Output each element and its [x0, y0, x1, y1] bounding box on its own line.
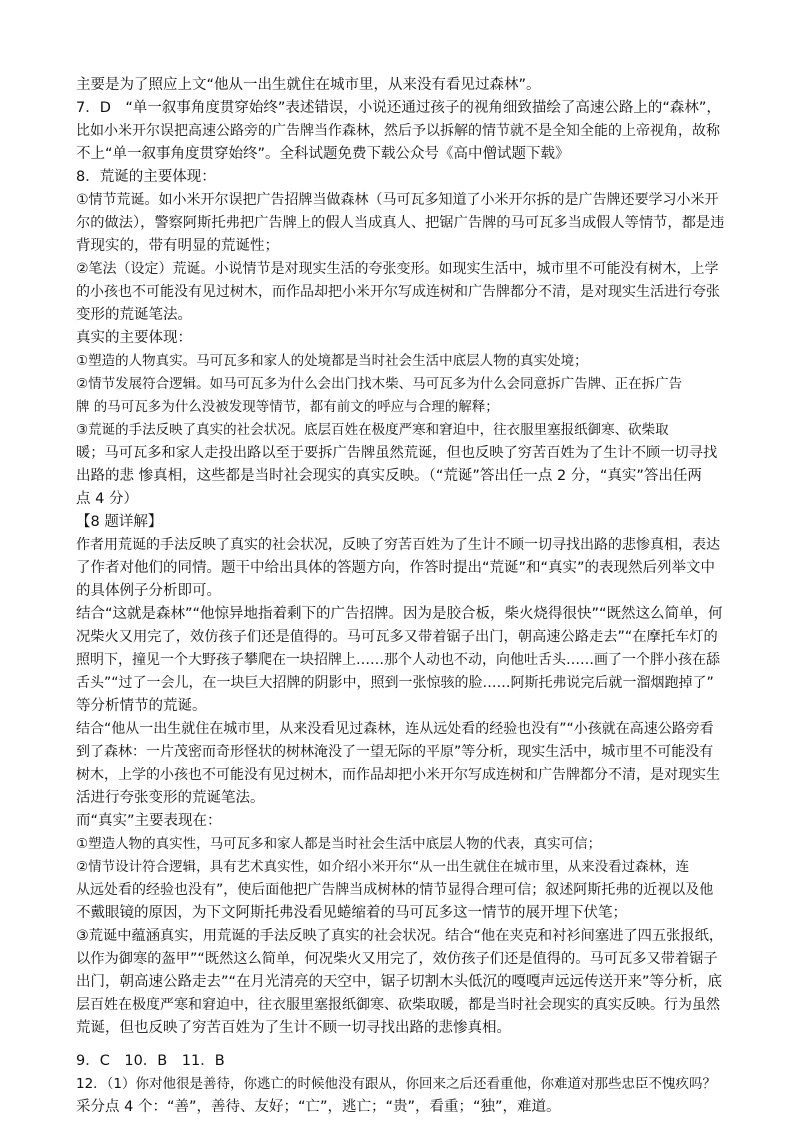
text-line: 况柴火又用完了，效仿孩子们还是值得的。马可瓦多又带着锯子出门，朝高速公路走去”“在摩托车灯的: [76, 629, 718, 645]
text-line: ③荒诞的手法反映了真实的社会状况。底层百姓在极度严寒和窘迫中，往衣服里塞报纸御寒、砍柴取: [76, 422, 669, 438]
answer-line: 采分点 4 个：“善”，善待、友好；“亡”，逃亡；“贵”，看重；“独”，难道。: [76, 1099, 561, 1115]
text-line: 的具体例子分析即可。: [76, 583, 221, 599]
text-line: ①情节荒诞。如小米开尔误把广告招牌当做森林（马可瓦多知道了小米开尔拆的是广告牌还要学习小米开: [76, 192, 719, 208]
text-line: 结合“这就是森林”“他惊异地指着剩下的广告招牌。因为是胶合板，柴火烧得很快”“既然这么简单，何: [76, 606, 723, 622]
text-line: 比如小米开尔误把高速公路旁的广告牌当作森林，然后予以拆解的情节就不是全知全能的上帝视角，故称: [76, 123, 720, 139]
text-line: 舌头”“过了一会儿，在一块巨大招牌的阴影中，照到一张惊骇的脸……阿斯托弗说完后就一溜烟跑掉了”: [76, 675, 714, 691]
text-line: 真实的主要体现：: [76, 330, 192, 346]
text-line: ②情节发展符合逻辑。如马可瓦多为什么会出门找木柴、马可瓦多为什么会同意拆广告牌、正在拆广告: [76, 376, 683, 392]
text-line: ②笔法（设定）荒诞。小说情节是对现实生活的夸张变形。如现实生活中，城市里不可能没有树木，上学: [76, 261, 719, 277]
text-line: 牌 的马可瓦多为什么没被发现等情节，都有前文的呼应与合理的解释；: [76, 399, 499, 415]
text-line: 了作者对他们的同情。题干中给出具体的答题方向，作答时提出“荒诞”和“真实”的表现然后列举文中: [76, 560, 716, 576]
text-line: 而“真实”主要表现在：: [76, 813, 222, 829]
text-line: 出路的悲 惨真相，这些都是当时社会现实的真实反映。（“荒诞”答出任一点 2 分，“真实”答出任两: [76, 468, 702, 484]
answer-line: 9．C 10．B 11．B: [76, 1053, 225, 1069]
text-line: ①塑造人物的真实性，马可瓦多和家人都是当时社会生活中底层人物的代表，真实可信；: [76, 836, 602, 852]
text-line: 主要是为了照应上文“他从一出生就住在城市里，从来没有看见过森林”。: [76, 77, 541, 93]
text-line: 到了森林：一片茂密而奇形怪状的树林淹没了一望无际的平原”等分析，现实生活中，城市里不可能没有: [76, 744, 714, 760]
text-line: ①塑造的人物真实。马可瓦多和家人的处境都是当时社会生活中底层人物的真实处境；: [76, 353, 588, 369]
text-line: 结合“他从一出生就住在城市里，从来没看见过森林，连从远处看的经验也没有”“小孩就在高速公路旁看: [76, 721, 714, 737]
text-line: 点 4 分）: [76, 491, 138, 507]
section-heading: 【8 题详解】: [76, 514, 163, 530]
text-line: 的小孩也不可能没有见过树木，而作品却把小米开尔写成连树和广告牌都分不清，是对现实生活进行夸张: [76, 284, 720, 300]
text-line: 照明下，撞见一个大野孩子攀爬在一块招牌上……那个人动也不动，向他吐舌头……画了一个胖小孩在舔: [76, 652, 720, 668]
text-line: 作者用荒诞的手法反映了真实的社会状况，反映了穷苦百姓为了生计不顾一切寻找出路的悲惨真相，表达: [76, 537, 720, 553]
text-line: 从远处看的经验也没有”，使后面他把广告牌当成树林的情节显得合理可信；叙述阿斯托弗的近视以及他: [76, 882, 714, 898]
text-line: 出门，朝高速公路走去”“在月光清亮的天空中，锯子切割木头低沉的嘎嘎声远远传送开来”等分析，底: [76, 974, 723, 990]
text-line: 暖；马可瓦多和家人走投出路以至于要拆广告牌虽然荒诞，但也反映了穷苦百姓为了生计不顾一切寻找: [76, 445, 718, 461]
text-line: 活进行夸张变形的荒诞笔法。: [76, 790, 265, 806]
text-line: 层百姓在极度严寒和窘迫中，往衣服里塞报纸御寒、砍柴取暖，都是当时社会现实的真实反映。行为虽然: [76, 997, 720, 1013]
text-line: 背现实的，带有明显的荒诞性；: [76, 238, 279, 254]
text-line: 7．D “单一叙事角度贯穿始终”表述错误，小说还通过孩子的视角细致描绘了高速公路上的“森林”，: [76, 100, 721, 116]
answer-line: 12．（1）你对他很是善待，你逃亡的时候他没有跟从，你回来之后还看重他，你难道对那些忠臣不愧疚吗？: [76, 1076, 717, 1092]
text-line: 等分析情节的荒诞。: [76, 698, 207, 714]
text-line: ②情节设计符合逻辑，具有艺术真实性，如介绍小米开尔“从一出生就住在城市里，从来没看过森林，连: [76, 859, 690, 875]
text-line: 8．荒诞的主要体现：: [76, 169, 216, 185]
text-line: 以作为御寒的盔甲”“既然这么简单，何况柴火又用完了，效仿孩子们还是值得的。马可瓦多又带着锯子: [76, 951, 718, 967]
text-line: 不上“单一叙事角度贯穿始终”。全科试题免费下载公众号《高中僧试题下载》: [76, 146, 570, 162]
text-line: 树木，上学的小孩也不可能没有见过树木，而作品却把小米开尔写成连树和广告牌都分不清，是对现实生: [76, 767, 720, 783]
text-line: ③荒诞中蕴涵真实，用荒诞的手法反映了真实的社会状况。结合“他在夹克和衬衫间塞进了四五张报纸，: [76, 928, 724, 944]
text-line: 不戴眼镜的原因，为下文阿斯托弗没看见蜷缩着的马可瓦多这一情节的展开埋下伏笔；: [76, 905, 627, 921]
text-line: 荒诞，但也反映了穷苦百姓为了生计不顾一切寻找出路的悲惨真相。: [76, 1020, 511, 1036]
text-line: 变形的荒诞笔法。: [76, 307, 192, 323]
text-line: 尔的做法），警察阿斯托弗把广告牌上的假人当成真人、把锯广告牌的马可瓦多当成假人等情节，都是违: [76, 215, 725, 231]
